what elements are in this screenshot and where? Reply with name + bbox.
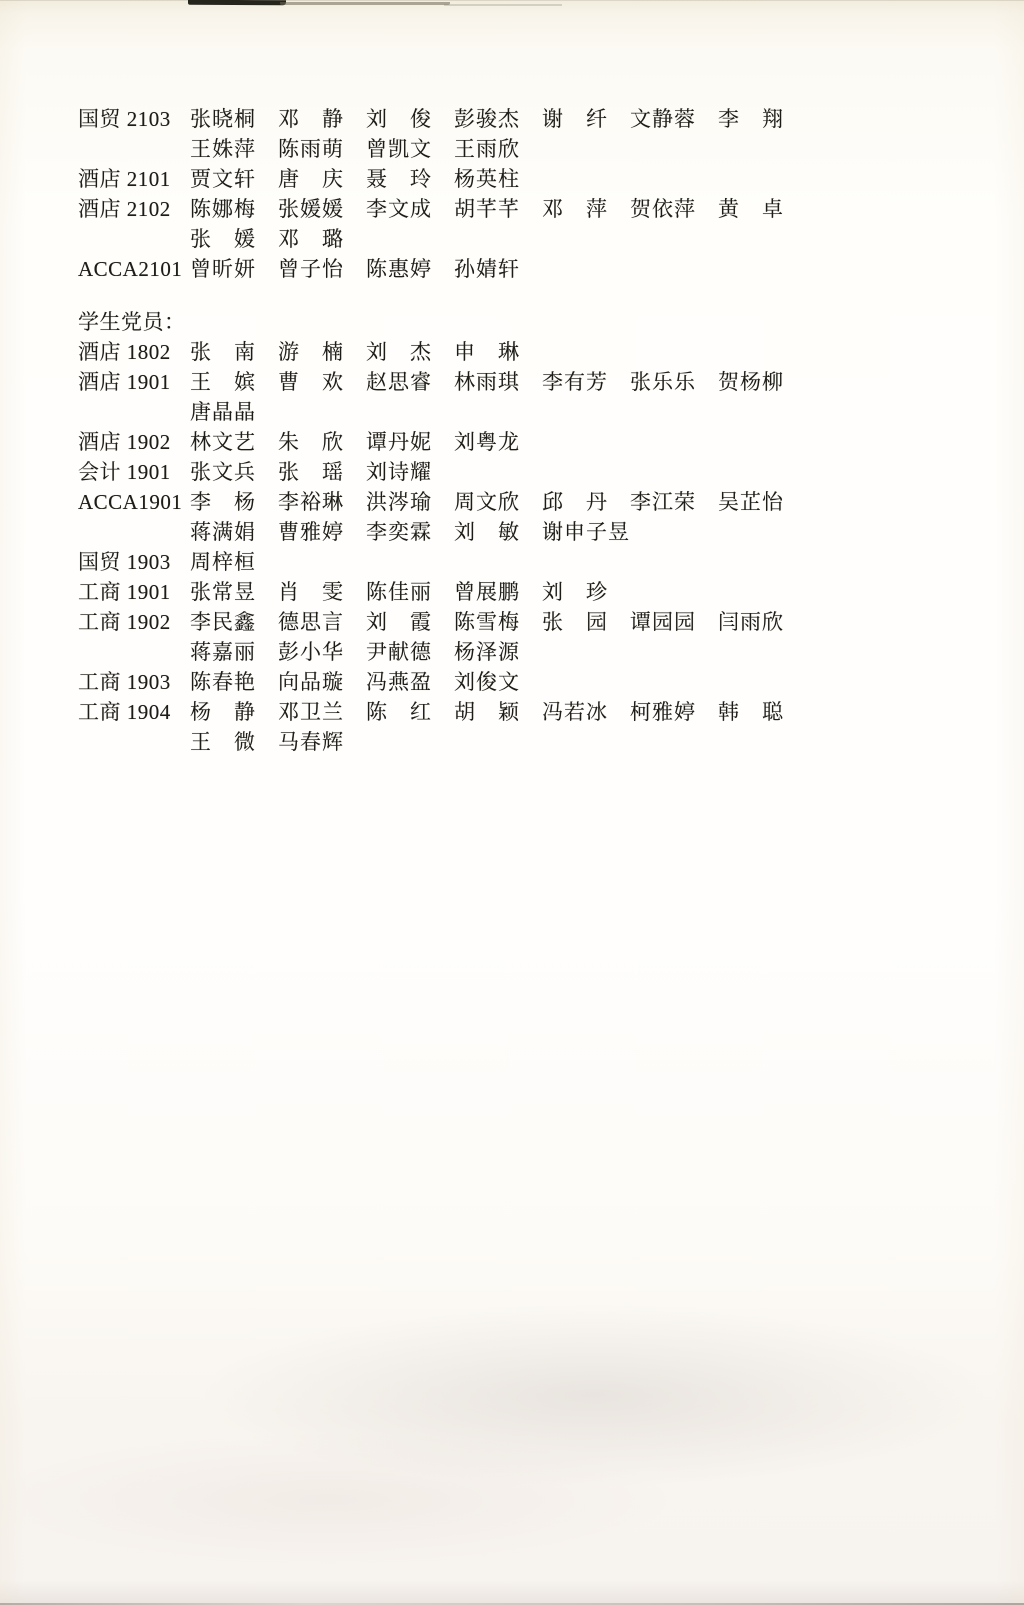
student-names: 王姝萍 陈雨萌 曾凯文 王雨欣 (190, 137, 520, 161)
roster-row-continuation (78, 134, 988, 164)
roster-row (78, 337, 988, 367)
class-label: 酒店 2101 (78, 167, 171, 191)
student-names: 张 媛 邓 璐 (190, 227, 344, 251)
class-label: 酒店 1902 (78, 430, 171, 454)
roster-row (78, 667, 988, 697)
student-names: 曾昕妍 曾子怡 陈惠婷 孙婧轩 (190, 257, 520, 281)
scan-edge-line (0, 0, 1024, 1)
class-label: 工商 1904 (78, 700, 171, 724)
student-names: 张常昱 肖 雯 陈佳丽 曾展鹏 刘 珍 (190, 580, 608, 604)
student-names: 贾文轩 唐 庆 聂 玲 杨英柱 (190, 167, 520, 191)
student-names: 张 南 游 楠 刘 杰 申 琳 (190, 340, 520, 364)
roster-row-continuation (78, 397, 988, 427)
student-names: 陈春艳 向品璇 冯燕盈 刘俊文 (190, 670, 520, 694)
roster-row (78, 577, 988, 607)
roster-row (78, 427, 988, 457)
class-label: 工商 1901 (78, 580, 171, 604)
class-label: 酒店 1901 (78, 370, 171, 394)
roster-row (78, 194, 988, 224)
class-label (78, 224, 190, 254)
roster-row-continuation (78, 637, 988, 667)
roster-row (78, 164, 988, 194)
roster-row (78, 547, 988, 577)
roster-row (78, 697, 988, 727)
class-label: 酒店 2102 (78, 197, 171, 221)
roster-row-continuation (78, 727, 988, 757)
class-label (78, 134, 190, 164)
roster-row (78, 367, 988, 397)
class-label (78, 517, 190, 547)
class-label (78, 397, 190, 427)
student-names: 蒋嘉丽 彭小华 尹献德 杨泽源 (190, 640, 520, 664)
student-names: 李民鑫 德思言 刘 霞 陈雪梅 张 园 谭园园 闫雨欣 (190, 610, 784, 634)
roster-row (78, 254, 988, 284)
class-label: 工商 1902 (78, 610, 171, 634)
party-members-heading: 学生党员： (78, 310, 186, 334)
class-label: 工商 1903 (78, 670, 171, 694)
roster-top-section (78, 104, 988, 284)
roster-row (78, 457, 988, 487)
student-names: 蒋满娟 曹雅婷 李奕霖 刘 敏 谢申子昱 (190, 520, 630, 544)
class-label (78, 727, 190, 757)
class-label: 国贸 1903 (78, 550, 171, 574)
roster-row (78, 607, 988, 637)
class-label: 国贸 2103 (78, 107, 171, 131)
scan-smudge-icon (444, 4, 562, 6)
student-names: 杨 静 邓卫兰 陈 红 胡 颖 冯若冰 柯雅婷 韩 聪 (190, 700, 784, 724)
student-names: 王 嫔 曹 欢 赵思睿 林雨琪 李有芳 张乐乐 贺杨柳 (190, 370, 784, 394)
roster-row-continuation (78, 224, 988, 254)
class-label: 酒店 1802 (78, 340, 171, 364)
student-roster-document (78, 104, 988, 757)
class-label: ACCA2101 (78, 257, 183, 281)
roster-row (78, 487, 988, 517)
student-names: 周梓桓 (190, 550, 256, 574)
student-names: 张文兵 张 瑶 刘诗耀 (190, 460, 432, 484)
roster-row (78, 104, 988, 134)
student-names: 林文艺 朱 欣 谭丹妮 刘粤龙 (190, 430, 520, 454)
roster-row-continuation (78, 517, 988, 547)
student-names: 唐晶晶 (190, 400, 256, 424)
scan-smudge-icon (280, 2, 450, 5)
student-names: 李 杨 李裕琳 洪涔瑜 周文欣 邱 丹 李江荣 吴芷怡 (190, 490, 784, 514)
class-label: 会计 1901 (78, 460, 171, 484)
class-label (78, 637, 190, 667)
student-names: 陈娜梅 张媛媛 李文成 胡芊芊 邓 萍 贺依萍 黄 卓 (190, 197, 784, 221)
class-label: ACCA1901 (78, 490, 183, 514)
student-names: 张晓桐 邓 静 刘 俊 彭骏杰 谢 纤 文静蓉 李 翔 (190, 107, 784, 131)
party-members-section (78, 337, 988, 757)
student-names: 王 微 马春辉 (190, 730, 344, 754)
